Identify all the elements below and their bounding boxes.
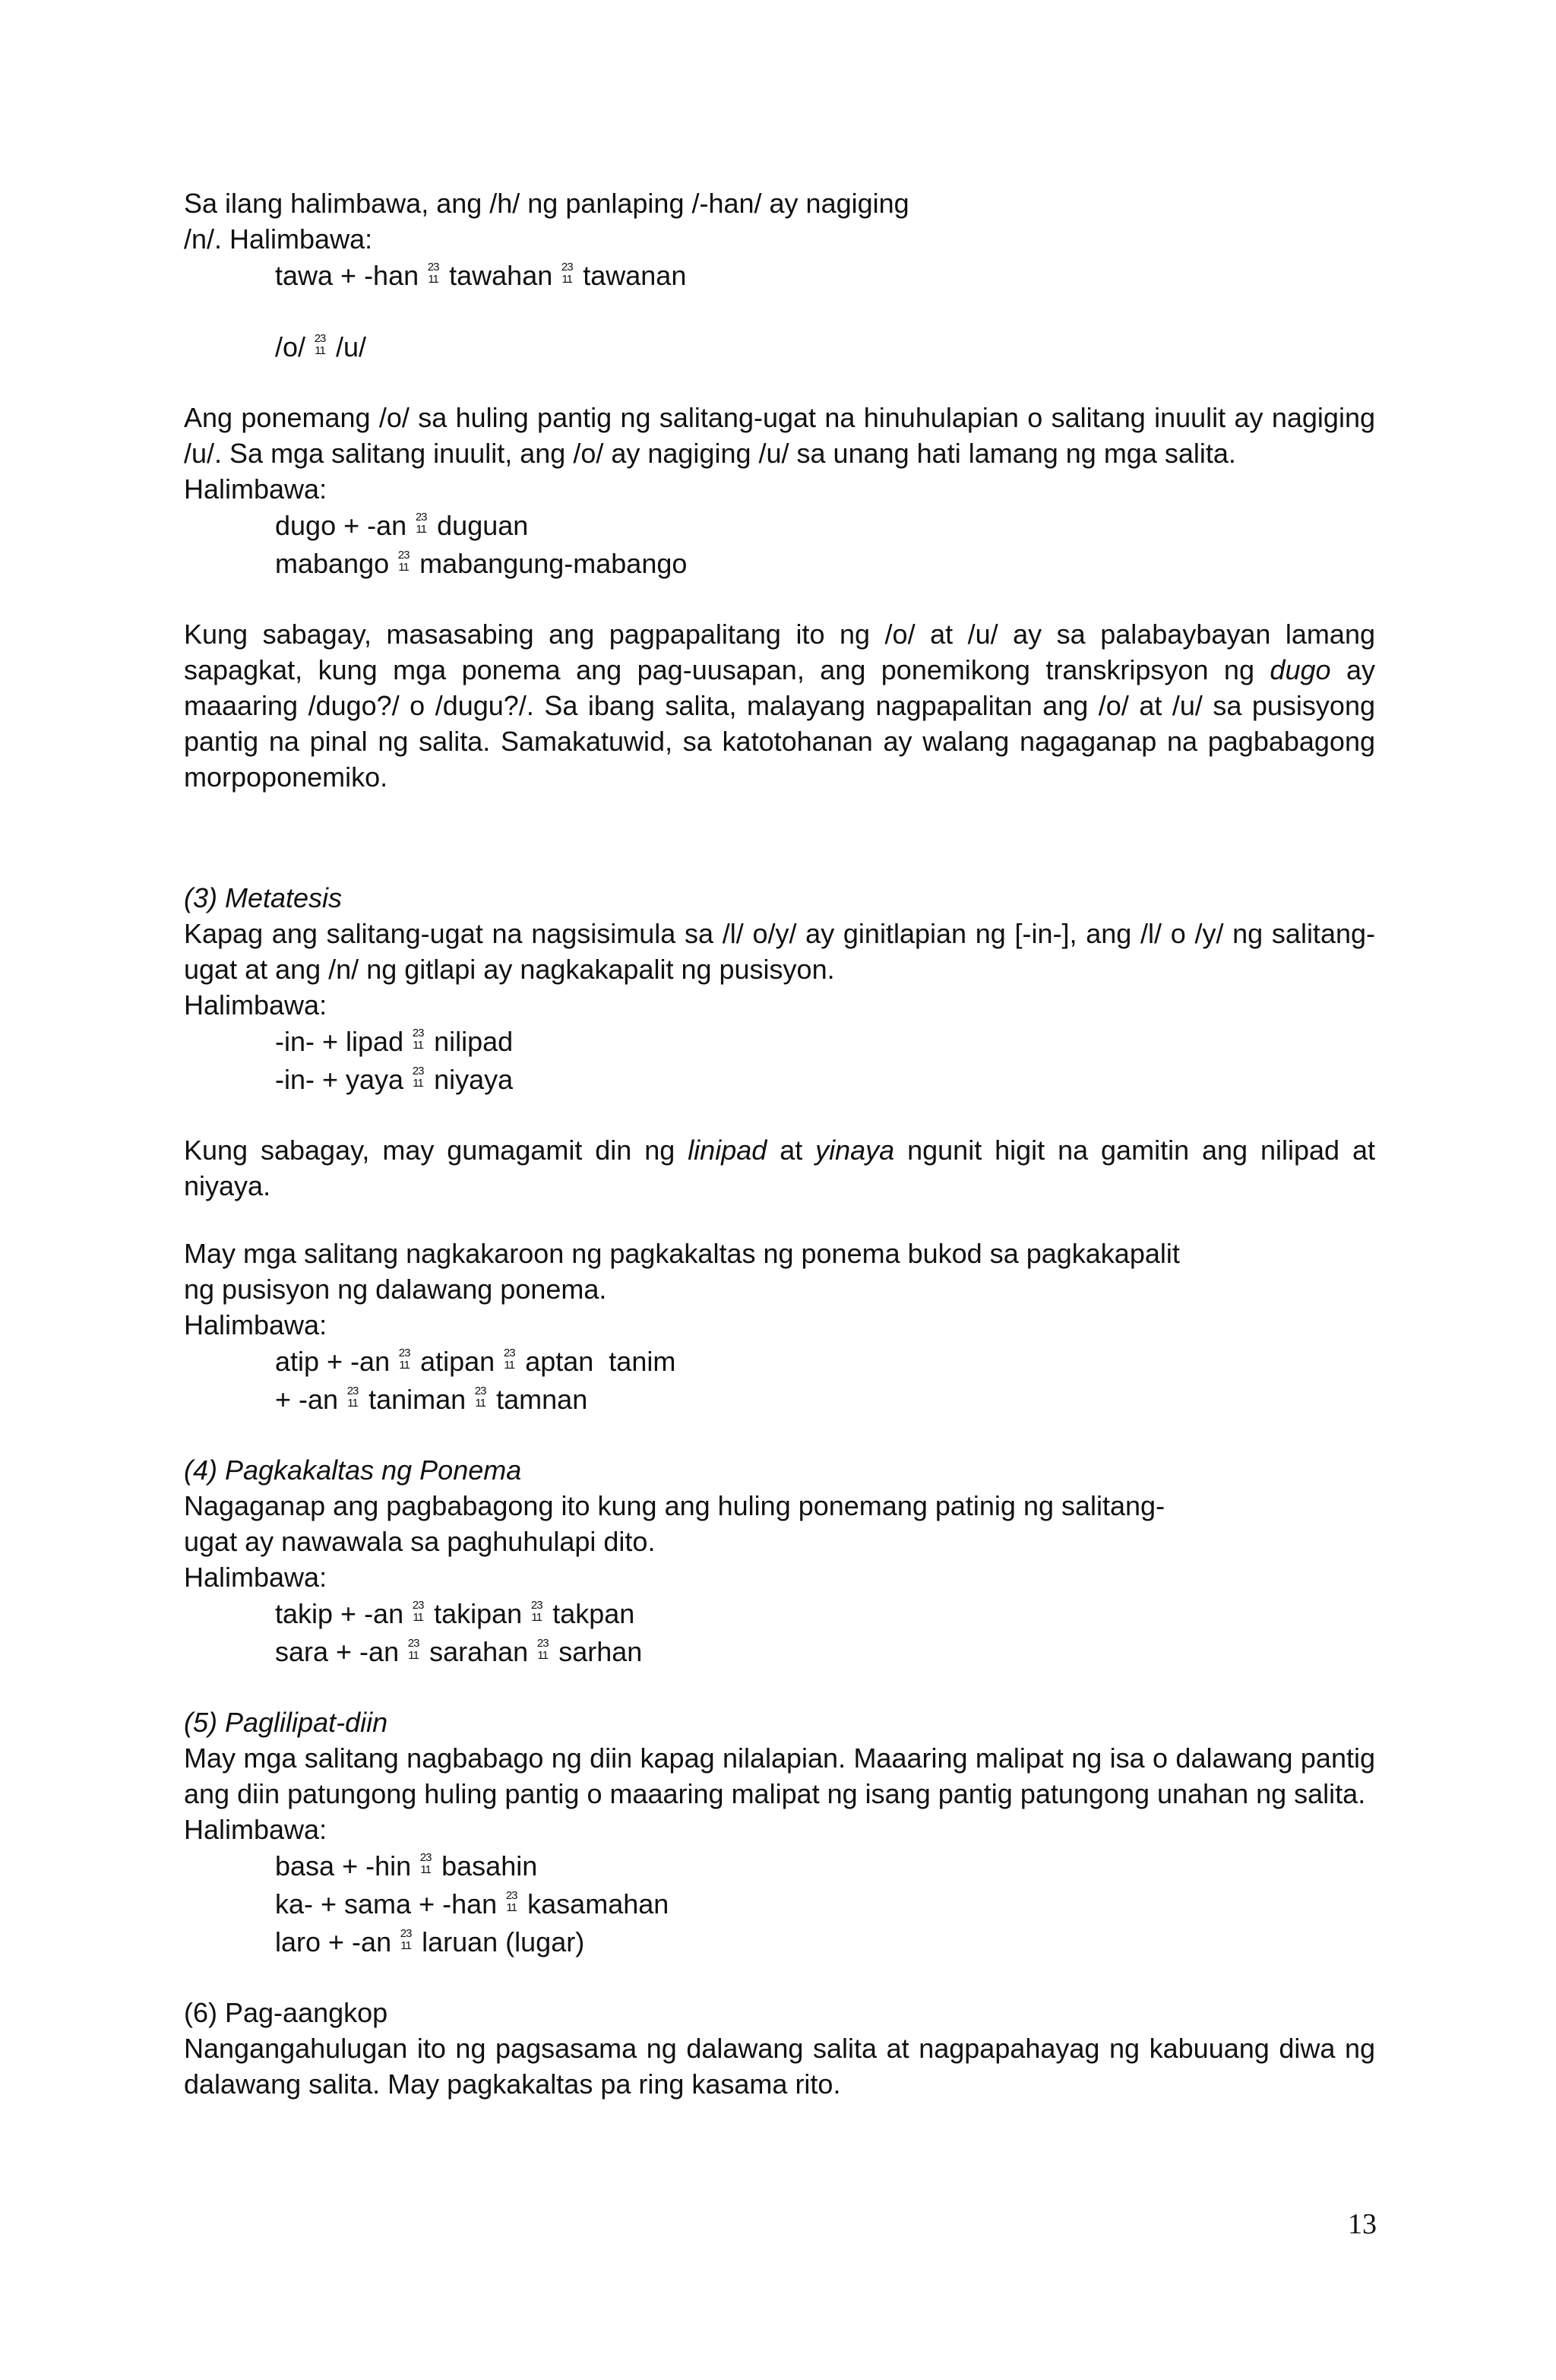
example-line: -in- + yaya 23 11 niyaya — [275, 1064, 514, 1095]
arrow-icon: 23 11 — [346, 1385, 359, 1410]
example-label: Halimbawa: — [184, 1562, 327, 1593]
arrow-icon: 23 11 — [561, 261, 573, 286]
arrow-icon: 23 11 — [412, 1599, 424, 1625]
arrow-icon: 23 11 — [397, 549, 410, 574]
arrow-icon: 23 11 — [407, 1637, 419, 1663]
arrow-icon: 23 11 — [419, 1851, 432, 1877]
page-body — [184, 185, 1375, 2102]
paragraph: May mga salitang nagbabago ng diin kapag nilalapian. Maaaring malipat ng isa o dalawang pantig ang diin patungong huling pantig o maaaring malipat ng isang pantig patungong unahan ng salita. — [184, 1742, 1375, 1809]
example-line: ka- + sama + -han 23 11 kasamahan — [275, 1888, 669, 1920]
paragraph: Kapag ang salitang-ugat na nagsisimula sa /l/ o/y/ ay ginitlapian ng [-in-], ang /l/ o /y/ ng salitang-ugat at ang /n/ ng gitlapi ay nagkakapalit ng pusisyon. — [184, 918, 1375, 985]
example-line: /o/ 23 11 /u/ — [275, 331, 367, 362]
arrow-icon: 23 11 — [474, 1385, 486, 1410]
section-heading: (5) Paglilipat-diin — [184, 1707, 388, 1738]
example-label: Halimbawa: — [184, 1309, 327, 1340]
paragraph: May mga salitang nagkakaroon ng pagkakaltas ng ponema bukod sa pagkakapalit ng pusisyon ng dalawang ponema. — [184, 1238, 1180, 1305]
arrow-icon: 23 11 — [412, 1027, 424, 1052]
example-line: mabango 23 11 mabangung-mabango — [275, 548, 688, 579]
section-heading: (3) Metatesis — [184, 882, 343, 913]
example-line: + -an 23 11 taniman 23 11 tamnan — [275, 1384, 588, 1415]
example-label: Halimbawa: — [184, 989, 327, 1021]
arrow-icon: 23 11 — [415, 511, 427, 536]
example-label: Halimbawa: — [184, 1814, 327, 1845]
arrow-icon: 23 11 — [412, 1065, 424, 1090]
paragraph: Sa ilang halimbawa, ang /h/ ng panlaping /-han/ ay nagiging /n/. Halimbawa: — [184, 188, 909, 255]
paragraph: Ang ponemang /o/ sa huling pantig ng salitang-ugat na hinuhulapian o salitang inuulit ay nagiging /u/. Sa mga salitang inuulit, ang /o/ ay nagiging /u/ sa unang hati lamang ng mga salita. — [184, 402, 1375, 469]
arrow-icon: 23 11 — [530, 1599, 542, 1625]
paragraph: Kung sabagay, masasabing ang pagpapalitang ito ng /o/ at /u/ ay sa palabaybayan lamang sapagkat, kung mga ponema ang pag-uusapan, ang ponemikong transkripsyon ng dugo ay maaaring /dugo?/ o /dugu?/. Sa ibang salita, malayang nagpapalitan ang /o/ at /u/ sa pusisyong pantig na pinal ng salita. Samakatuwid, sa katotohanan ay walang nagaganap na pagbabagong morpoponemiko. — [184, 619, 1375, 793]
example-line: basa + -hin 23 11 basahin — [275, 1850, 538, 1882]
example-line: sara + -an 23 11 sarahan 23 11 sarhan — [275, 1636, 643, 1667]
example-label: Halimbawa: — [184, 473, 327, 505]
arrow-icon: 23 11 — [398, 1347, 410, 1372]
example-line: dugo + -an 23 11 duguan — [275, 510, 529, 541]
example-line: atip + -an 23 11 atipan 23 11 aptan tanim — [275, 1346, 676, 1377]
section-heading: (4) Pagkakaltas ng Ponema — [184, 1454, 522, 1486]
example-line: laro + -an 23 11 laruan (lugar) — [275, 1926, 585, 1957]
section-heading: (6) Pag-aangkop — [184, 1997, 388, 2028]
paragraph: Kung sabagay, may gumagamit din ng linipad at yinaya ngunit higit na gamitin ang nilipad at niyaya. — [184, 1135, 1376, 1201]
arrow-icon: 23 11 — [503, 1347, 515, 1372]
example-line: takip + -an 23 11 takipan 23 11 takpan — [275, 1598, 635, 1629]
arrow-icon: 23 11 — [314, 332, 326, 358]
example-line: tawa + -han 23 11 tawahan 23 11 tawanan — [275, 260, 687, 291]
paragraph: Nangangahulugan ito ng pagsasama ng dalawang salita at nagpapahayag ng kabuuang diwa ng dalawang salita. May pagkakaltas pa ring kasama rito. — [184, 2033, 1375, 2100]
arrow-icon: 23 11 — [400, 1927, 412, 1953]
page-number: 13 — [1348, 2208, 1377, 2240]
arrow-icon: 23 11 — [536, 1637, 549, 1663]
arrow-icon: 23 11 — [427, 261, 439, 286]
arrow-icon: 23 11 — [505, 1889, 517, 1915]
example-line: -in- + lipad 23 11 nilipad — [275, 1026, 514, 1057]
paragraph: Nagaganap ang pagbabagong ito kung ang huling ponemang patinig ng salitang- ugat ay nawawala sa paghuhulapi dito. — [184, 1490, 1165, 1557]
